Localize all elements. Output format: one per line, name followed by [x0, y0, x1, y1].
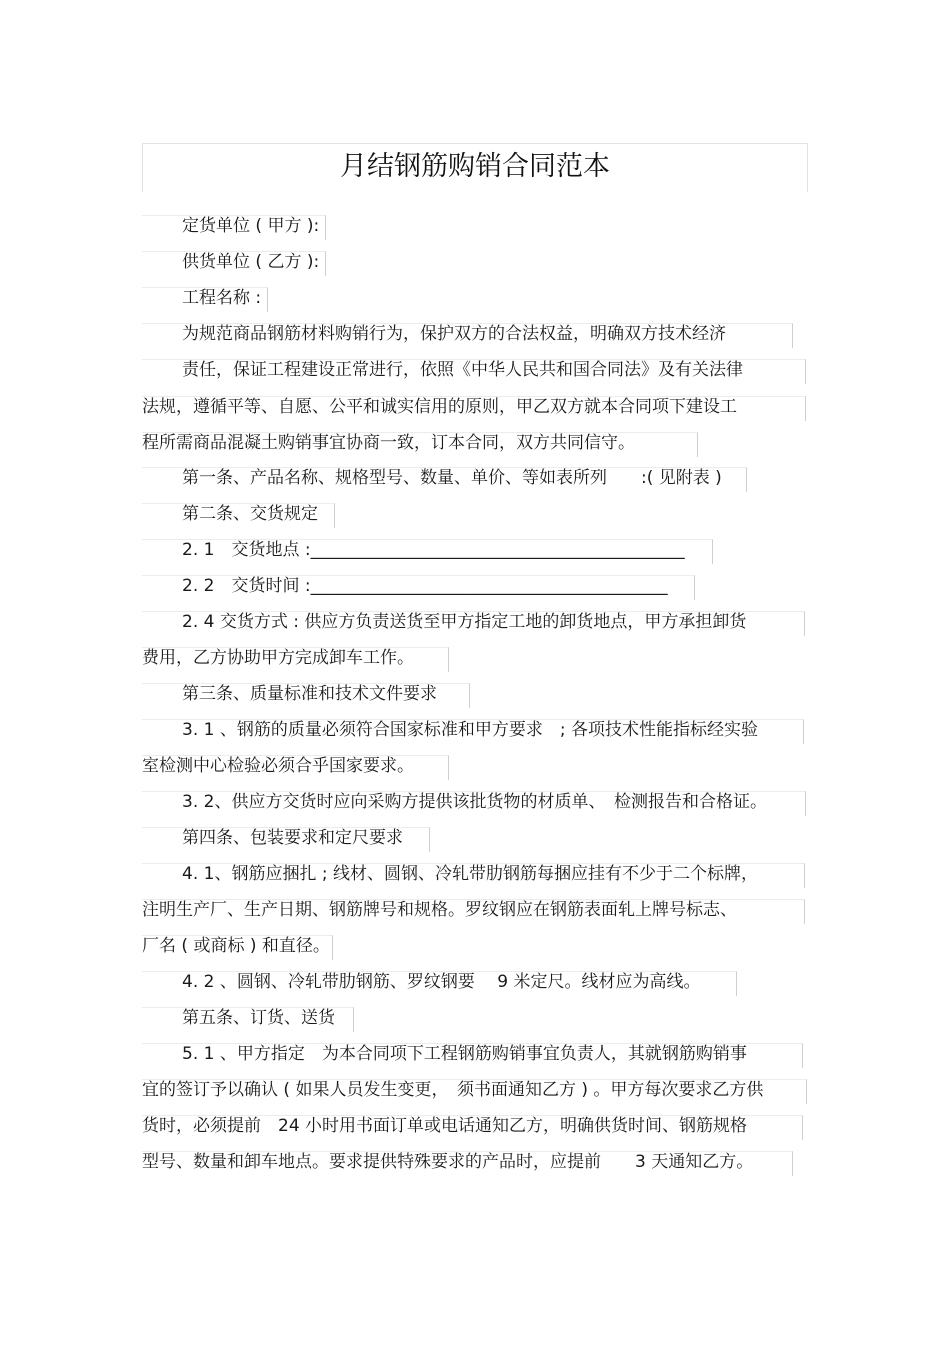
clause-5-1-cont: 货时，必须提前 24 小时用书面订单或电话通知乙方，明确供货时间、钢筋规格	[142, 1116, 748, 1136]
clause-4-2: 4. 2 、圆钢、冷轧带肋钢筋、罗纹钢要 9 米定尺。线材应为高线。	[182, 972, 701, 992]
article-1: 第一条、产品名称、规格型号、数量、单价、等如表所列 :( 见附表 )	[182, 468, 722, 488]
clause-2-4-cont: 费用，乙方协助甲方完成卸车工作。	[142, 648, 414, 668]
preamble-line: 责任，保证工程建设正常进行，依照《中华人民共和国合同法》及有关法律	[182, 360, 743, 380]
clause-5-1-cont: 型号、数量和卸车地点。要求提供特殊要求的产品时，应提前 3 天通知乙方。	[142, 1152, 754, 1172]
article-3-heading: 第三条、质量标准和技术文件要求	[182, 684, 437, 704]
document-title: 月结钢筋购销合同范本	[340, 151, 610, 182]
clause-4-1-cont: 注明生产厂、生产日期、钢筋牌号和规格。罗纹钢应在钢筋表面轧上牌号标志、	[142, 900, 737, 920]
clause-3-1: 3. 1 、钢筋的质量必须符合国家标准和甲方要求 ; 各项技术性能指标经实验	[182, 720, 758, 740]
clause-5-1-cont: 宜的签订予以确认 ( 如果人员发生变更， 须书面通知乙方 ) 。甲方每次要求乙方供	[142, 1080, 764, 1100]
clause-5-1: 5. 1 、甲方指定 为本合同项下工程钢筋购销事宜负责人，其就钢筋购销事	[182, 1044, 747, 1064]
clause-2-2: 2. 2 交货时间 :__________________________________________	[182, 576, 668, 596]
clause-3-1-cont: 室检测中心检验必须合乎国家要求。	[142, 756, 414, 776]
preamble-line: 程所需商品混凝土购销事宜协商一致，订本合同，双方共同信守。	[142, 433, 635, 453]
party-b-label: 供货单位 ( 乙方 ):	[182, 252, 320, 272]
clause-3-2: 3. 2、供应方交货时应向采购方提供该批货物的材质单、 检测报告和合格证。	[182, 792, 767, 812]
clause-4-1-cont: 厂名 ( 或商标 ) 和直径。	[142, 936, 330, 956]
clause-4-1: 4. 1、钢筋应捆扎 ; 线材、圆钢、冷轧带肋钢筋每捆应挂有不少于二个标牌，	[182, 864, 758, 884]
article-4-heading: 第四条、包装要求和定尺要求	[182, 828, 403, 848]
clause-2-1: 2. 1 交货地点 :____________________________________________	[182, 540, 685, 560]
article-2-heading: 第二条、交货规定	[182, 504, 318, 524]
clause-2-4: 2. 4 交货方式 : 供应方负责送货至甲方指定工地的卸货地点，甲方承担卸货	[182, 612, 747, 632]
party-a-label: 定货单位 ( 甲方 ):	[182, 216, 320, 236]
project-name-label: 工程名称 :	[182, 288, 262, 308]
preamble-line: 法规，遵循平等、自愿、公平和诚实信用的原则，甲乙双方就本合同项下建设工	[142, 397, 737, 417]
article-5-heading: 第五条、订货、送货	[182, 1008, 335, 1028]
preamble-line: 为规范商品钢筋材料购销行为，保护双方的合法权益，明确双方技术经济	[182, 324, 726, 344]
